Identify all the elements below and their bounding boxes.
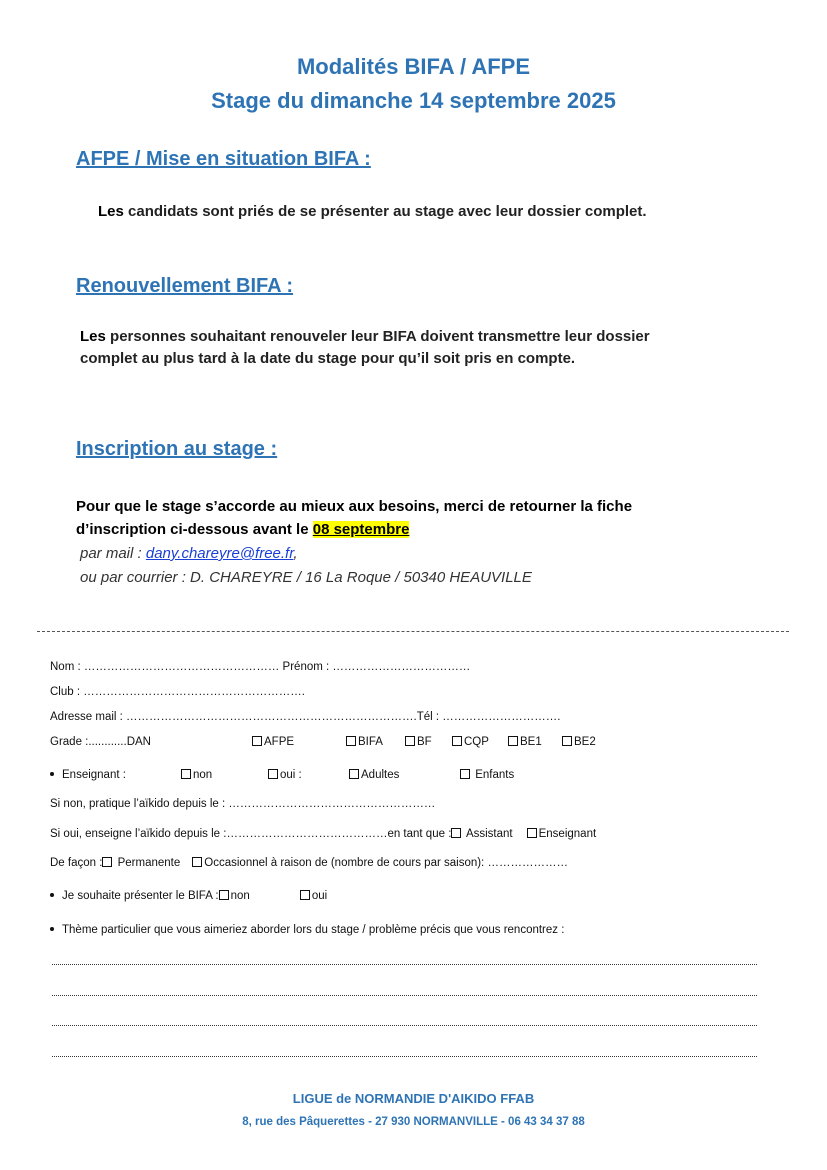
checkbox-icon[interactable] <box>451 828 461 838</box>
grade-option-label: CQP <box>464 736 489 748</box>
registration-mail-link[interactable]: dany.chareyre@free.fr <box>145 545 294 562</box>
checkbox-icon[interactable] <box>452 736 462 746</box>
facon-option-occasionnel: Occasionnel à raison de (nombre de cours par saison): ………………… <box>204 857 568 869</box>
grade-option-bf[interactable] <box>405 736 432 748</box>
grade-option-label: BE1 <box>520 736 542 748</box>
si-oui-prefix: Si oui, enseigne l’aïkido depuis le :……………………………………en tant que : <box>50 828 452 840</box>
registration-mail-line <box>80 545 298 562</box>
footer-org: LIGUE de NORMANDIE D'AIKIDO FFAB <box>292 1091 535 1106</box>
form-grade-label: Grade :............DAN <box>50 736 151 748</box>
bullet-icon <box>50 772 54 776</box>
registration-post-line: ou par courrier : D. CHAREYRE / 16 La Roque / 50340 HEAUVILLE <box>80 569 532 586</box>
enseignant-option-label: non <box>193 769 213 781</box>
facon-option-permanente: Permanente <box>114 857 181 869</box>
facon-prefix: De façon : <box>50 857 103 869</box>
renewal-text-line-1 <box>80 326 650 348</box>
enseignant-label-text: Enseignant : <box>62 769 126 781</box>
form-bifa[interactable] <box>50 890 327 902</box>
grade-option-be2[interactable] <box>562 736 596 748</box>
form-theme <box>50 924 564 936</box>
afpe-text <box>98 201 647 223</box>
enseignant-option-adultes[interactable] <box>349 769 399 781</box>
checkbox-icon[interactable] <box>102 857 112 867</box>
checkbox-icon[interactable] <box>527 828 537 838</box>
afpe-text-body: candidats sont priés de se présenter au stage avec leur dossier complet. <box>123 203 647 220</box>
checkbox-icon[interactable] <box>219 890 229 900</box>
enseignant-option-non[interactable] <box>181 769 212 781</box>
title-line-2: Stage du dimanche 14 septembre 2025 <box>211 88 616 113</box>
theme-answer-line-1[interactable] <box>52 964 757 965</box>
checkbox-icon[interactable] <box>268 769 278 779</box>
si-oui-option-assistant: Assistant <box>463 828 513 840</box>
cut-separator <box>37 631 789 632</box>
grade-option-cqp[interactable] <box>452 736 489 748</box>
renewal-text-body: personnes souhaitant renouveler leur BIFA doivent transmettre leur dossier <box>105 328 650 345</box>
form-facon[interactable] <box>50 857 568 869</box>
form-enseignant-label <box>50 769 126 781</box>
grade-option-afpe[interactable] <box>252 736 294 748</box>
registration-heading: Inscription au stage : <box>76 438 278 460</box>
form-club[interactable]: Club : …………………………………………………. <box>50 686 305 698</box>
renewal-heading: Renouvellement BIFA : <box>76 275 294 297</box>
checkbox-icon[interactable] <box>300 890 310 900</box>
checkbox-icon[interactable] <box>252 736 262 746</box>
bifa-option-oui: oui <box>311 890 328 902</box>
registration-line-2 <box>76 519 409 541</box>
renewal-text-lead: Les <box>80 328 106 345</box>
registration-mail-suffix: , <box>293 545 298 562</box>
registration-line-1: Pour que le stage s’accorde au mieux aux besoins, merci de retourner la fiche <box>76 498 633 515</box>
enseignant-option-label: Adultes <box>361 769 400 781</box>
bifa-option-non: non <box>230 890 250 902</box>
form-nom-prenom[interactable]: Nom : …………………………………………… Prénom : ……………………………… <box>50 661 471 673</box>
afpe-heading: AFPE / Mise en situation BIFA : <box>76 148 371 170</box>
theme-label: Thème particulier que vous aimeriez aborder lors du stage / problème précis que vous rencontrez : <box>62 924 565 936</box>
registration-mail-prefix: par mail : <box>80 545 146 562</box>
checkbox-icon[interactable] <box>192 857 202 867</box>
footer-address: 8, rue des Pâquerettes - 27 930 NORMANVILLE - 06 43 34 37 88 <box>242 1116 585 1128</box>
afpe-text-lead: Les <box>98 203 124 220</box>
theme-answer-line-3[interactable] <box>52 1025 757 1026</box>
theme-answer-line-2[interactable] <box>52 995 757 996</box>
si-oui-option-enseignant: Enseignant <box>538 828 597 840</box>
checkbox-icon[interactable] <box>405 736 415 746</box>
enseignant-option-oui[interactable] <box>268 769 302 781</box>
bifa-label: Je souhaite présenter le BIFA : <box>62 890 219 902</box>
grade-option-label: BE2 <box>574 736 596 748</box>
grade-option-be1[interactable] <box>508 736 542 748</box>
enseignant-option-label: oui : <box>280 769 302 781</box>
checkbox-icon[interactable] <box>349 769 359 779</box>
form-si-non[interactable]: Si non, pratique l’aïkido depuis le : ……………………………………………… <box>50 798 436 810</box>
registration-deadline: 08 septembre <box>312 521 410 538</box>
registration-line-2-prefix: d’inscription ci-dessous avant le <box>76 521 313 538</box>
enseignant-option-enfants[interactable] <box>460 769 514 781</box>
bullet-icon <box>50 893 54 897</box>
checkbox-icon[interactable] <box>508 736 518 746</box>
checkbox-icon[interactable] <box>181 769 191 779</box>
enseignant-option-label: Enfants <box>472 769 515 781</box>
grade-option-label: AFPE <box>264 736 295 748</box>
theme-answer-line-4[interactable] <box>52 1056 757 1057</box>
checkbox-icon[interactable] <box>562 736 572 746</box>
bullet-icon <box>50 927 54 931</box>
form-si-oui[interactable] <box>50 828 596 840</box>
grade-option-bifa[interactable] <box>346 736 383 748</box>
title-line-1: Modalités BIFA / AFPE <box>296 54 531 79</box>
grade-option-label: BIFA <box>358 736 383 748</box>
checkbox-icon[interactable] <box>346 736 356 746</box>
grade-option-label: BF <box>417 736 432 748</box>
renewal-text-line-2: complet au plus tard à la date du stage pour qu’il soit pris en compte. <box>80 350 576 367</box>
form-email-tel[interactable]: Adresse mail : ………………………………………………………………….Tél : …………………………. <box>50 711 561 723</box>
checkbox-icon[interactable] <box>460 769 470 779</box>
